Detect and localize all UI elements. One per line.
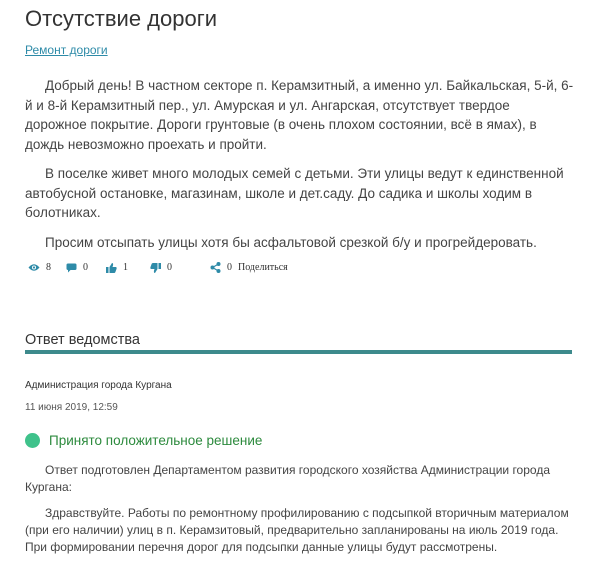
comment-icon <box>66 263 77 273</box>
share-icon <box>210 262 221 273</box>
response-organization: Администрация города Кургана <box>25 380 172 391</box>
response-section-title: Ответ ведомства <box>25 332 140 348</box>
dislikes-stat[interactable] <box>150 262 172 273</box>
eye-icon <box>28 263 40 272</box>
status-dot-icon <box>25 433 40 448</box>
comments-count: 0 <box>83 262 88 273</box>
thumbs-up-icon <box>106 263 117 273</box>
page-title: Отсутствие дороги <box>25 6 218 31</box>
shares-count: 0 <box>227 262 232 273</box>
views-count: 8 <box>46 262 51 273</box>
response-date: 11 июня 2019, 12:59 <box>25 402 118 413</box>
response-paragraph: Ответ подготовлен Департаментом развития городского хозяйства Администрации города Кургана: <box>25 463 550 494</box>
appeal-text <box>25 76 575 262</box>
status-text: Принято положительное решение <box>49 433 263 448</box>
response-paragraph: Здравствуйте. Работы по ремонтному профилированию с подсыпкой вторичным материалом (при его наличии) улиц в п. Керамзитовый, предварительно запланированы на июль 2019 года. При формировании перечня дорог для подсыпки данные улицы будут рассмотрены. <box>25 506 569 554</box>
appeal-paragraph: Добрый день! В частном секторе п. Керамзитный, а именно ул. Байкальская, 5-й, 6-й и 8-й Керамзитный пер., ул. Амурская и ул. Ангарская, отсутствует твердое дорожное покрытие. Дороги грунтовые (в очень плохом состоянии, всё в ямах), в дождь невозможно проехать и пройти. <box>25 78 574 152</box>
comments-stat[interactable] <box>66 262 88 273</box>
category-link[interactable]: Ремонт дороги <box>25 43 108 57</box>
appeal-paragraph: В поселке живет много молодых семей с детьми. Эти улицы ведут к единственной автобусной остановке, магазинам, школе и дет.саду. До садика и школы ходим в болотниках. <box>25 166 564 220</box>
appeal-paragraph: Просим отсыпать улицы хотя бы асфальтовой срезкой б/у и прогрейдеровать. <box>45 234 537 250</box>
likes-stat[interactable] <box>106 262 128 273</box>
likes-count: 1 <box>123 262 128 273</box>
views-stat <box>28 262 51 273</box>
response-status <box>25 433 262 448</box>
section-divider <box>25 350 572 354</box>
dislikes-count: 0 <box>167 262 172 273</box>
thumbs-down-icon <box>150 263 161 273</box>
share-label[interactable]: Поделиться <box>238 262 288 273</box>
response-text <box>25 462 575 565</box>
share-stat[interactable] <box>210 262 288 273</box>
